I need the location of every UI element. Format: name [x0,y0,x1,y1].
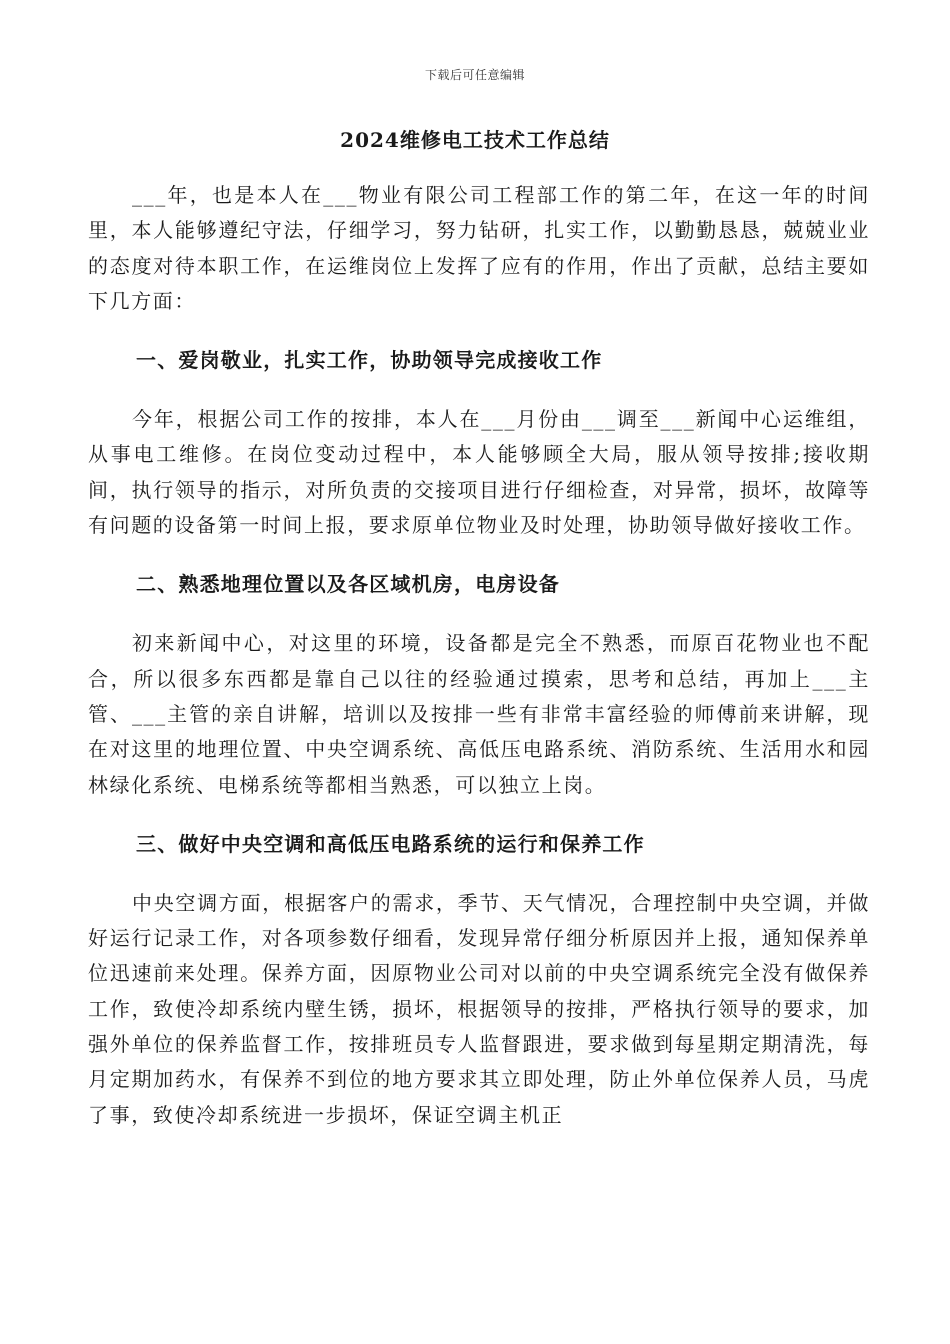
section-body-1: 今年，根据公司工作的按排，本人在___月份由___调至___新闻中心运维组，从事电工维修。在岗位变动过程中，本人能够顾全大局，服从领导按排;接收期间，执行领导的指示，对所负责的交接项目进行仔细检查，对异常，损坏，故障等有问题的设备第一时间上报，要求原单位物业及时处理，协助领导做好接收工作。 [88,407,870,538]
header-note: 下载后可任意编辑 [424,68,525,82]
section-body-2: 初来新闻中心，对这里的环境，设备都是完全不熟悉，而原百花物业也不配合，所以很多东西都是靠自己以往的经验通过摸索，思考和总结，再加上___主管、___主管的亲自讲解，培训以及按排一些有非常丰富经验的师傅前来讲解，现在对这里的地理位置、中央空调系统、高低压电路系统、消防系统、生活用水和园林绿化系统、电梯系统等都相当熟悉，可以独立上岗。 [88,631,870,797]
section-body-3: 中央空调方面，根据客户的需求，季节、天气情况，合理控制中央空调，并做好运行记录工作，对各项参数仔细看，发现异常仔细分析原因并上报，通知保养单位迅速前来处理。保养方面，因原物业公司对以前的中央空调系统完全没有做保养工作，致使冷却系统内壁生锈，损坏，根据领导的按排，严格执行领导的要求，加强外单位的保养监督工作，按排班员专人监督跟进，要求做到每星期定期清洗，每月定期加药水，有保养不到位的地方要求其立即处理，防止外单位保养人员，马虎了事，致使冷却系统进一步损坏，保证空调主机正 [88,890,870,1127]
section-heading-2: 二、熟悉地理位置以及各区域机房，电房设备 [136,572,560,597]
intro-paragraph: ___年，也是本人在___物业有限公司工程部工作的第二年，在这一年的时间里，本人能够遵纪守法，仔细学习，努力钻研，扎实工作，以勤勤恳恳，兢兢业业的态度对待本职工作，在运维岗位上发挥了应有的作用，作出了贡献，总结主要如下几方面： [88,183,870,313]
document-body [88,178,870,1133]
document-title: 2024维修电工技术工作总结 [340,128,610,152]
section-heading-3: 三、做好中央空调和高低压电路系统的运行和保养工作 [136,831,645,856]
section-heading-1: 一、爱岗敬业，扎实工作，协助领导完成接收工作 [136,348,603,373]
